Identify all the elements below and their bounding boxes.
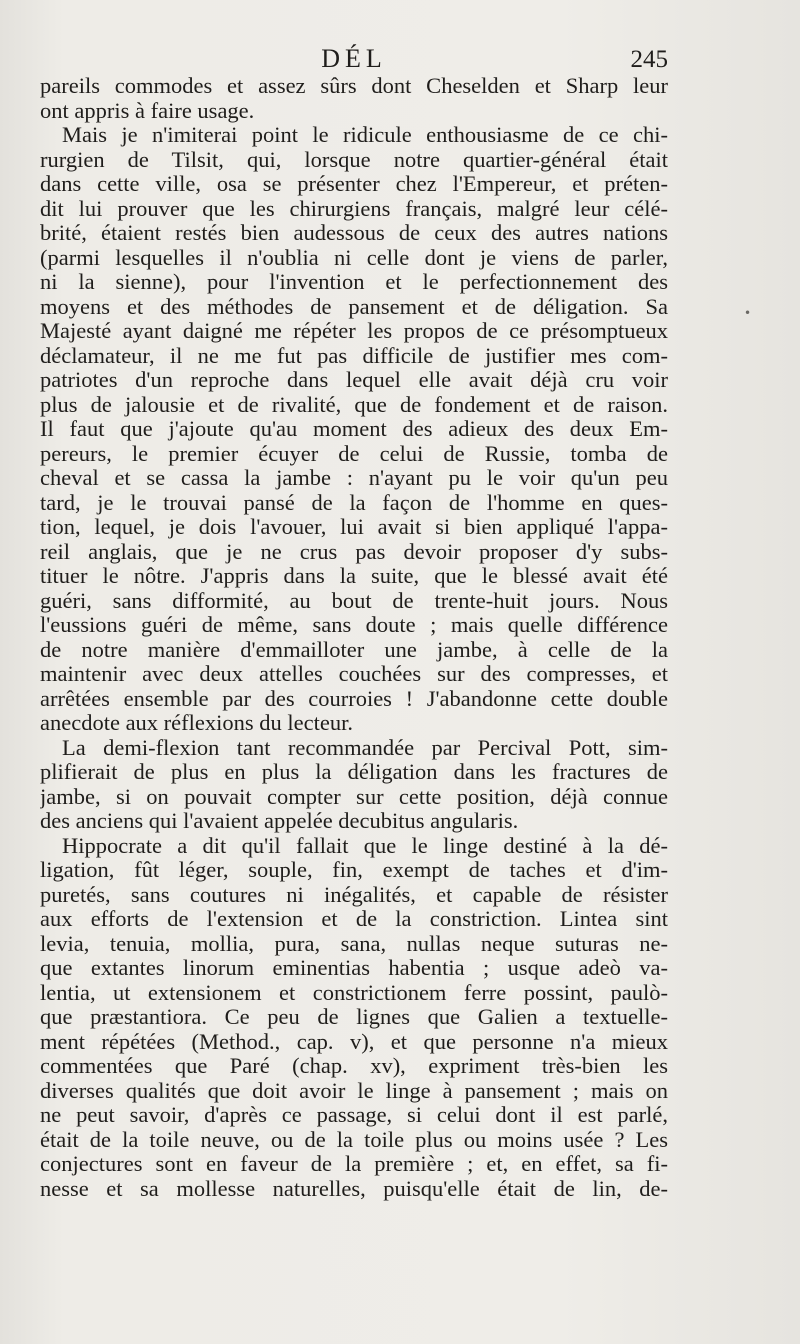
text-line: arrêtées ensemble par des courroies ! J'abandonne cette double [40, 686, 668, 711]
text-line: ne peut savoir, d'après ce passage, si celui dont il est parlé, [40, 1103, 668, 1127]
running-title: DÉL [321, 44, 387, 73]
text-line: tituer le nôtre. J'appris dans la suite, que le blessé avait été [40, 564, 668, 588]
text-line: anecdote aux réflexions du lecteur. [40, 711, 353, 735]
text-line: de notre manière d'emmailloter une jambe, à celle de la [40, 637, 668, 662]
text-line: jambe, si on pouvait compter sur cette position, déjà connue [40, 784, 668, 809]
text-line: rurgien de Tilsit, qui, lorsque notre quartier-général était [40, 147, 668, 172]
page-number: 245 [630, 46, 668, 73]
text-line: que præstantiora. Ce peu de lignes que Galien a textuelle- [40, 1005, 668, 1029]
text-line: puretés, sans coutures ni inégalités, et capable de résister [40, 882, 668, 907]
text-line: guéri, sans difformité, au bout de trente-huit jours. Nous [40, 588, 668, 613]
text-line: plifierait de plus en plus la déligation dans les fractures de [40, 760, 668, 784]
text-line: aux efforts de l'extension et de la constriction. Lintea sint [40, 907, 668, 931]
text-line: pareils commodes et assez sûrs dont Cheselden et Sharp leur [40, 74, 668, 98]
text-line: plus de jalousie et de rivalité, que de fondement et de raison. [40, 392, 668, 417]
text-line: Hippocrate a dit qu'il fallait que le linge destiné à la dé- [62, 833, 668, 858]
text-line: Majesté ayant daigné me répéter les propos de ce présomptueux [40, 319, 668, 343]
text-line: La demi-flexion tant recommandée par Percival Pott, sim- [62, 735, 668, 760]
text-line: dit lui prouver que les chirurgiens français, malgré leur célé- [40, 196, 668, 221]
margin-dot: • [744, 306, 752, 320]
text-line: moyens et des méthodes de pansement et de déligation. Sa [40, 294, 668, 319]
text-line: était de la toile neuve, ou de la toile plus ou moins usée ? Les [40, 1127, 668, 1152]
text-line: maintenir avec deux attelles couchées sur des compresses, et [40, 662, 668, 686]
text-line: l'eussions guéri de même, sans doute ; mais quelle différence [40, 613, 668, 637]
text-line: lentia, ut extensionem et constrictionem ferre possint, paulò- [40, 980, 668, 1005]
text-line: brité, étaient restés bien audessous de ceux des autres nations [40, 221, 668, 245]
text-line: dans cette ville, osa se présenter chez l'Empereur, et préten- [40, 172, 668, 196]
text-line: nesse et sa mollesse naturelles, puisqu'elle était de lin, de- [40, 1176, 668, 1201]
text-line: tard, je le trouvai pansé de la façon de l'homme en ques- [40, 490, 668, 515]
text-line: Il faut que j'ajoute qu'au moment des adieux des deux Em- [40, 417, 668, 441]
text-line: conjectures sont en faveur de la première ; et, en effet, sa fi- [40, 1152, 668, 1176]
text-line: (parmi lesquelles il n'oublia ni celle dont je viens de parler, [40, 245, 668, 270]
text-line: ni la sienne), pour l'invention et le perfectionnement des [40, 270, 668, 294]
text-line: levia, tenuia, mollia, pura, sana, nullas neque suturas ne- [40, 931, 668, 956]
text-line: que extantes linorum eminentias habentia ; usque adeò va- [40, 956, 668, 980]
text-line: patriotes d'un reproche dans lequel elle avait déjà cru voir [40, 368, 668, 392]
text-line: ment répétées (Method., cap. v), et que personne n'a mieux [40, 1029, 668, 1054]
text-line: ont appris à faire usage. [40, 98, 255, 123]
text-line: reil anglais, que je ne crus pas devoir proposer d'y subs- [40, 539, 668, 564]
text-line: des anciens qui l'avaient appelée decubitus angularis. [40, 809, 519, 833]
text-line: diverses qualités que doit avoir le linge à pansement ; mais on [40, 1078, 668, 1103]
text-line: déclamateur, il ne me fut pas difficile de justifier mes com- [40, 343, 668, 368]
text-line: cheval et se cassa la jambe : n'ayant pu le voir qu'un peu [40, 466, 668, 490]
text-line: pereurs, le premier écuyer de celui de Russie, tomba de [40, 441, 668, 466]
text-line: tion, lequel, je dois l'avouer, lui avait si bien appliqué l'appa- [40, 515, 668, 539]
text-line: ligation, fût léger, souple, fin, exempt de taches et d'im- [40, 858, 668, 882]
text-line: Mais je n'imiterai point le ridicule enthousiasme de ce chi- [62, 123, 668, 147]
text-line: commentées que Paré (chap. xv), expriment très-bien les [40, 1054, 668, 1078]
body-text [40, 74, 668, 1201]
